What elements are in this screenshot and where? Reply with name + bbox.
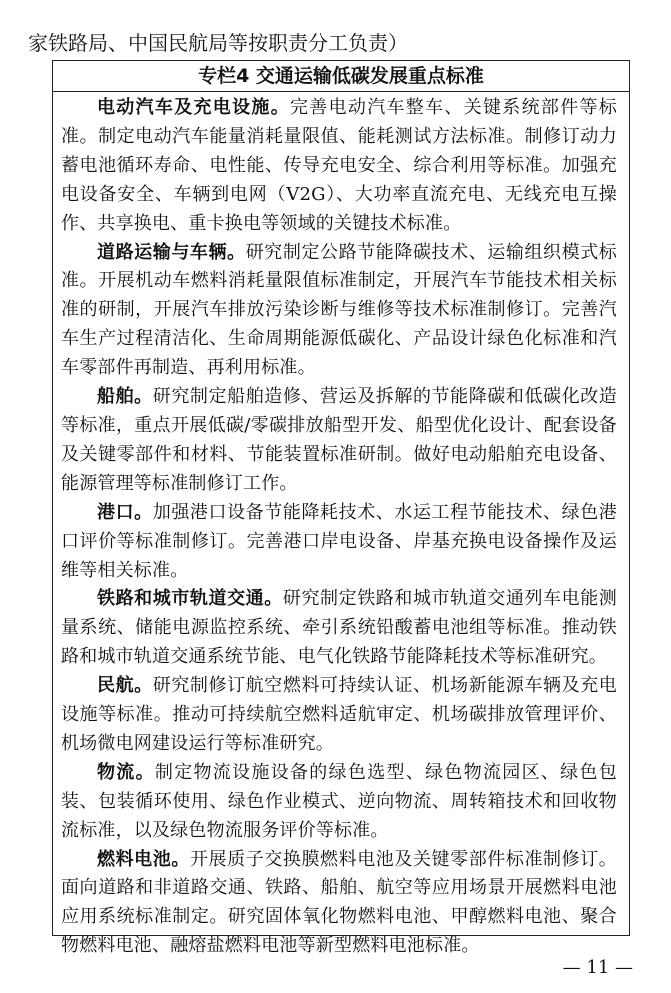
paragraph-text: 研究制定船舶造修、营运及拆解的节能降碳和低碳化改造等标准，重点开展低碳/零碳排放船型开发、船型优化设计、配套设备及关键零部件和材料、节能装置标准研制。做好电动船舶充电设备、能源管理等标准制修订工作。 [61, 386, 617, 494]
paragraph-ev [61, 94, 617, 239]
box-body [53, 92, 629, 961]
paragraph-text: 开展质子交换膜燃料电池及关键零部件标准制修订。面向道路和非道路交通、铁路、船舶、航空等应用场景开展燃料电池应用系统标准制定。研究固体氧化物燃料电池、甲醇燃料电池、聚合物燃料电池、融熔盐燃料电池等新型燃料电池标准。 [61, 848, 618, 957]
sidebar-box [52, 60, 630, 957]
paragraph-aviation [61, 672, 617, 759]
paragraph-lead: 物流。 [97, 761, 155, 783]
paragraph-lead: 港口。 [97, 501, 153, 523]
paragraph-text: 研究制定公路节能降碳技术、运输组织模式标准。开展机动车燃料消耗量限值标准制定，开展汽车节能技术相关标准的研制，开展汽车排放污染诊断与维修等技术标准制修订。完善汽车生产过程清洁化、生命周期能源低碳化、产品设计绿色化标准和汽车零部件再制造、再利用标准。 [61, 241, 617, 379]
page-number: — 11 — [562, 957, 633, 978]
box-title: 专栏4 交通运输低碳发展重点标准 [53, 61, 629, 92]
paragraph-fuel-cell [61, 846, 617, 962]
paragraph-text: 加强港口设备节能降耗技术、水运工程节能技术、绿色港口评价等标准制修订。完善港口岸电设备、岸基充换电设备操作及运维等相关标准。 [61, 501, 617, 581]
paragraph-lead: 民航。 [97, 675, 153, 697]
paragraph-road [61, 239, 617, 384]
paragraph-lead: 道路运输与车辆。 [97, 241, 246, 263]
paragraph-text: 完善电动汽车整车、关键系统部件等标准。制定电动汽车能量消耗量限值、能耗测试方法标准。制修订动力蓄电池循环寿命、电性能、传导充电安全、综合利用等标准。加强充电设备安全、车辆到电网（V2G）、大功率直流充电、无线充电互操作、共享换电、重卡换电等领域的关键技术标准。 [61, 97, 617, 234]
paragraph-text: 研究制定铁路和城市轨道交通列车电能测量系统、储能电源监控系统、牵引系统铅酸蓄电池组等标准。推动铁路和城市轨道交通系统节能、电气化铁路节能降耗技术等标准研究。 [61, 588, 617, 668]
paragraph-port [61, 499, 617, 586]
paragraph-ship [61, 383, 617, 499]
paragraph-text: 研究制修订航空燃料可持续认证、机场新能源车辆及充电设施等标准。推动可持续航空燃料适航审定、机场碳排放管理评价、机场微电网建设运行等标准研究。 [61, 675, 617, 754]
paragraph-lead: 铁路和城市轨道交通。 [97, 588, 283, 610]
paragraph-rail [61, 585, 617, 672]
continuation-text: 家铁路局、中国民航局等按职责分工负责） [28, 31, 408, 55]
paragraph-lead: 燃料电池。 [97, 848, 190, 870]
paragraph-text: 制定物流设施设备的绿色选型、绿色物流园区、绿色包装、包装循环使用、绿色作业模式、逆向物流、周转箱技术和回收物流标准，以及绿色物流服务评价等标准。 [61, 761, 617, 841]
paragraph-logistics [61, 759, 617, 846]
paragraph-lead: 船舶。 [97, 386, 153, 408]
paragraph-lead: 电动汽车及充电设施。 [97, 97, 290, 118]
